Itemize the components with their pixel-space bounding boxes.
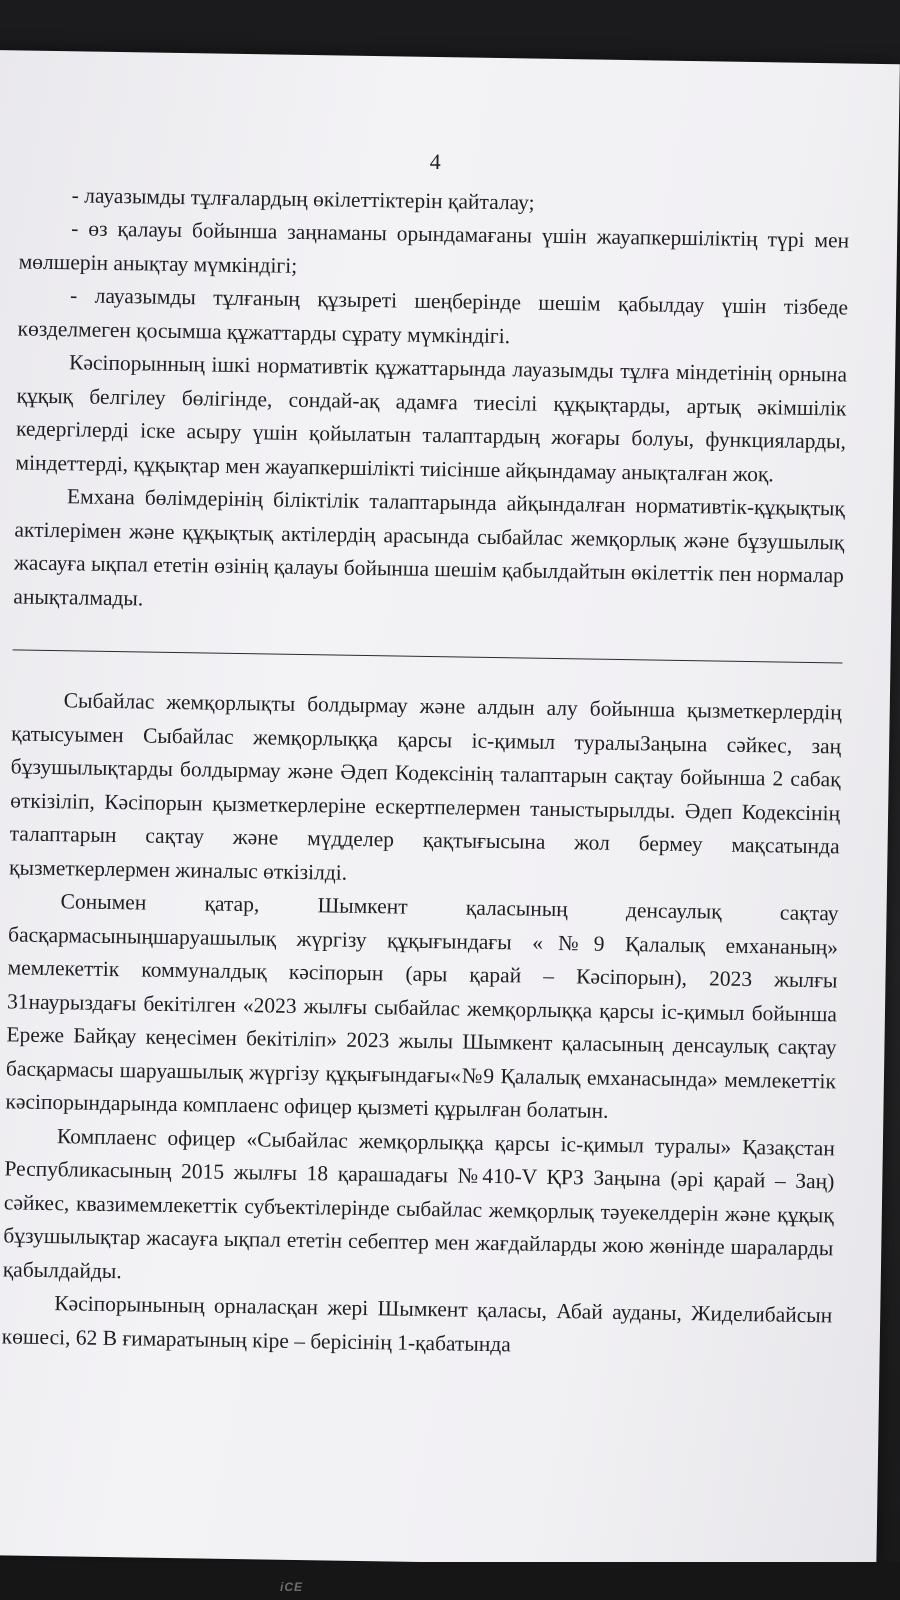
section-divider	[13, 649, 843, 663]
list-item-liability: - өз қалауы бойынша заңнаманы орындамағаны үшін жауапкершіліктің түрі мен мөлшерін анықтау мүмкіндігі;	[18, 216, 850, 278]
page-content	[2, 138, 851, 1366]
paragraph-internal-norms: Кәсіпорынның ішкі нормативтік құжаттарында лауазымды тұлға міндетінің орнына құқық белгілеу бөлігінде, сондай-ақ адамға тиесілі құқықтарды, артық әкімшілік кедергілерді іске асыру үшін қойылатын талаптардың жоғары болуы, функцияларды, міндеттерді, құқықтар мен жауапкершілікті тиісінше айқындамау анықталған жоқ.	[15, 350, 848, 486]
paragraph-compliance-officer: Комплаенс офицер «Сыбайлас жемқорлыққа қарсы іс-қимыл туралы» Қазақстан Республикасының 2015 жылғы 18 қарашадағы №410-V ҚРЗ Заңына (әрі қарай – Заң) сәйкес, квазимемлекеттік субъектілерінде сыбайлас жемқорлық тәуекелдерін және құқық бұзушылықтар жасауға ықпал ететін себептер мен жағдайларды жою жөнінде шараларды қабылдайды.	[2, 1123, 836, 1283]
paragraph-location: Кәсіпорынының орналасқан жері Шымкент қаласы, Абай ауданы, Жиделибайсын көшесі, 62 В ғимаратының кіре – берісінің 1-қабатында	[1, 1291, 833, 1356]
list-item-duplication: - лауазымды тұлғалардың өкілеттіктерін қайталау;	[71, 182, 535, 215]
page-number: 4	[429, 148, 441, 175]
paragraph-qualification: Емхана бөлімдерінің біліктілік талаптарында айқындалған нормативтік-құқықтық актілерімен және құқықтық актілердің арасында сыбайлас жемқорлық және бұзушылық жасауға ықпал ететін өзінің қалауы бойынша шешім қабылдайтын өкілеттік пен нормалар анықталмады.	[13, 484, 846, 610]
desk-edge	[0, 1562, 900, 1600]
paragraph-prevention: Сыбайлас жемқорлықты болдырмау және алдын алу бойынша қызметкерлердің қатысуымен Сыбайлас жемқорлыққа қарсы іс-қимыл туралыЗаңына сәйкес, заң бұзушылықтарды болдырмау және Әдеп Кодексінің талаптарын сақтау бойынша 2 сабақ өткізіліп, Кәсіпорын қызметкерлеріне ескертпелермен таныстырылды. Әдеп Кодексінің талаптарын сақтау және мүдделер қақтығысына жол бермеу мақсатында қызметкерлермен жиналыс өткізілді.	[8, 688, 842, 885]
list-item-documents: - лауазымды тұлғаның құзыреті шеңберінде шешім қабылдау үшін тізбеде көзделмеген қосымша құжаттарды сұрату мүмкіндігі.	[17, 283, 849, 348]
device-logo-icon: iCE	[280, 1580, 304, 1594]
document-page	[0, 50, 900, 1569]
paragraph-compliance-office: Сонымен қатар, Шымкент қаласының денсаулық сақтау басқармасыныңшаруашылық жүргізу құқығындағы «№9 Қалалық емхананың» мемлекеттік коммуналдық кәсіпорын (ары қарай – Кәсіпорын), 2023 жылғы 31наурыздағы бекітілген «2023 жылғы сыбайлас жемқорлыққа қарсы іс-қимыл бойынша Ереже Байқау кеңесімен бекітіліп» 2023 жылы Шымкент қаласының денсаулық сақтау басқармасы шаруашылық жүргізу құқығындағы«№9 Қалалық емханасында» мемлекеттік кәсіпорындарында комплаенс офицер қызметі құрылған болатын.	[5, 889, 839, 1123]
